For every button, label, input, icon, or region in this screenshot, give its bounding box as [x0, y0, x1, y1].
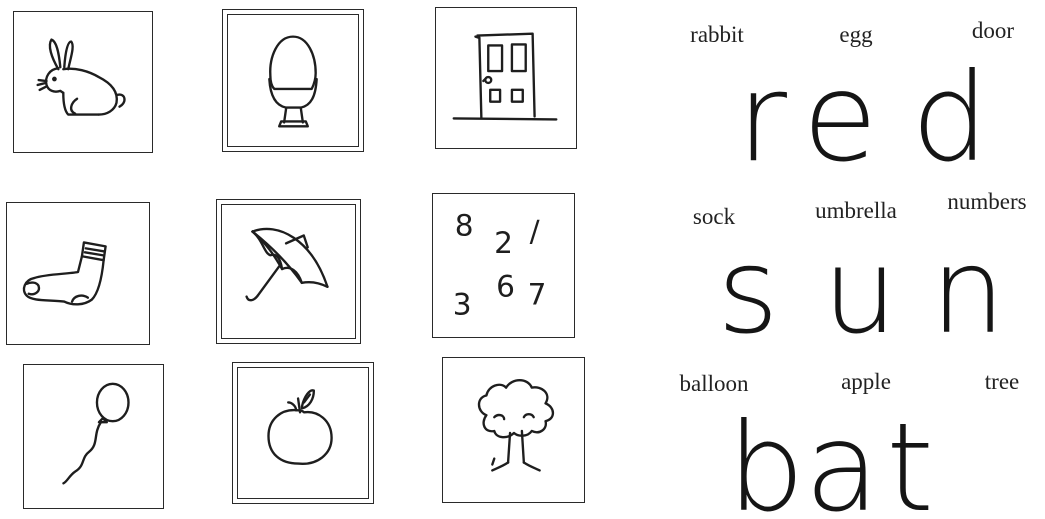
word-label-egg: egg — [839, 22, 873, 47]
big-letter-b: b — [727, 397, 805, 519]
big-letter-n: n — [930, 222, 1006, 360]
big-letter-d: d — [911, 47, 989, 189]
word-label-apple: apple — [841, 369, 891, 394]
big-word-bat — [0, 398, 1045, 518]
word-label-door: door — [971, 18, 1015, 43]
big-letter-t: t — [886, 397, 934, 519]
digit: 8 — [454, 208, 474, 243]
digit: 7 — [527, 277, 547, 312]
big-letter-a: a — [804, 397, 880, 519]
word-label-numbers: numbers — [947, 189, 1027, 214]
word-label-sock: sock — [692, 204, 736, 229]
digit: 6 — [496, 269, 515, 304]
word-label-balloon: balloon — [679, 371, 749, 396]
big-letter-r: r — [736, 47, 788, 189]
digit: / — [529, 214, 540, 249]
word-label-rabbit: rabbit — [690, 22, 744, 47]
word-label-tree: tree — [984, 369, 1020, 394]
big-letter-s: s — [717, 222, 779, 360]
word-label-umbrella: umbrella — [815, 198, 897, 223]
digit: 3 — [452, 287, 472, 322]
big-letter-u: u — [822, 222, 898, 360]
digit: 2 — [494, 226, 513, 261]
big-word-sun — [0, 220, 1045, 360]
big-letter-e: e — [802, 47, 878, 189]
big-word-red — [0, 47, 1045, 189]
